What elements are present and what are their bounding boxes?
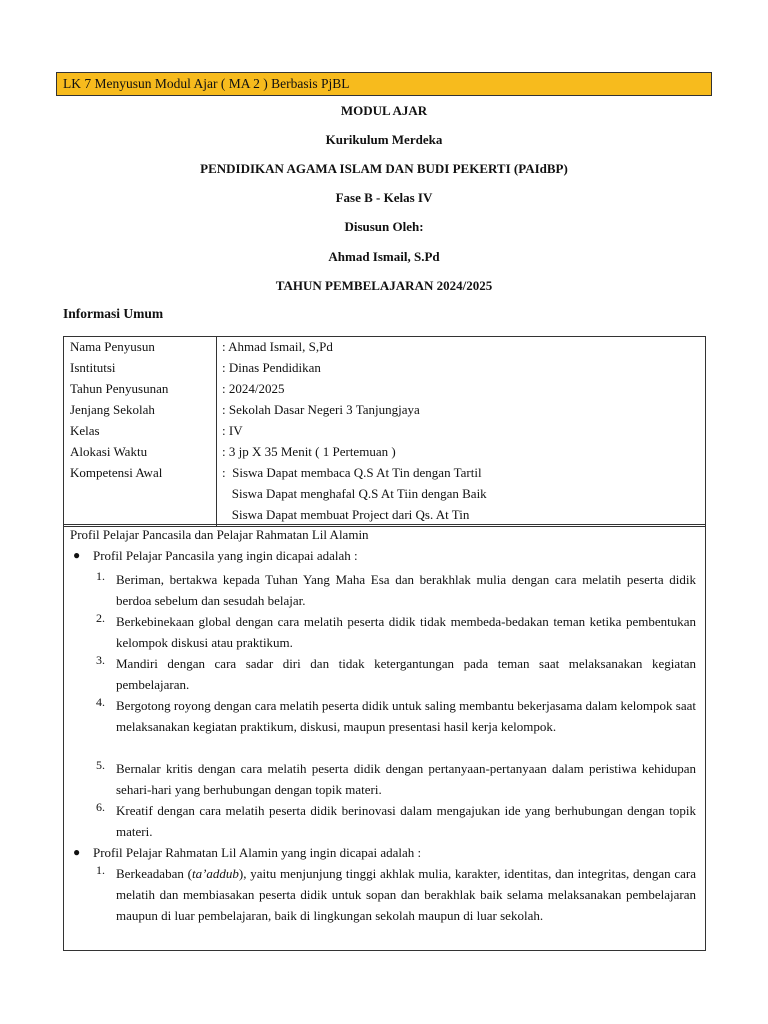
curriculum-name: Kurikulum Merdeka: [325, 132, 443, 147]
author-name: Ahmad Ismail, S.Pd: [328, 249, 440, 264]
info-value: : 2024/2025: [222, 381, 285, 396]
info-values: [217, 337, 706, 527]
list-number: 4.: [96, 695, 105, 709]
info-label: Kompetensi Awal: [70, 465, 163, 480]
list-number: 5.: [96, 758, 105, 772]
student-profile-section: [63, 524, 706, 951]
list-number: 2.: [96, 611, 105, 625]
list-item-text: [116, 863, 696, 926]
info-value: Siswa Dapat menghafal Q.S At Tiin dengan Baik: [222, 486, 487, 501]
info-label: [70, 484, 216, 505]
general-info-heading: Informasi Umum: [63, 306, 164, 321]
worksheet-label-bar: [56, 72, 712, 96]
list-item-text: Mandiri dengan cara sadar diri dan tidak ketergantungan pada teman saat melaksanakan kegiatan pembelajaran.: [116, 656, 696, 692]
info-value: : IV: [222, 423, 243, 438]
info-label: Alokasi Waktu: [70, 444, 148, 459]
info-label: [70, 505, 216, 526]
list-item-text: Beriman, bertakwa kepada Tuhan Yang Maha Esa dan berakhlak mulia dengan cara melatih peserta didik berdoa sebelum dan sesudah belajar.: [116, 572, 696, 608]
academic-year: TAHUN PEMBELAJARAN 2024/2025: [275, 278, 493, 293]
arabic-term: ta’addub: [191, 866, 239, 881]
rahmatan-intro-text: Profil Pelajar Rahmatan Lil Alamin yang ingin dicapai adalah :: [93, 845, 422, 860]
list-item-text: Berkebinekaan global dengan cara melatih peserta didik tidak membeda-bedakan teman ketika pembentukan kelompok diskusi atau praktikum.: [116, 614, 696, 650]
info-label: Nama Penyusun: [70, 339, 155, 354]
info-value: : Dinas Pendidikan: [222, 360, 321, 375]
info-label: Isntitutsi: [70, 360, 116, 375]
profile-section-title: Profil Pelajar Pancasila dan Pelajar Rahmatan Lil Alamin: [70, 527, 369, 542]
list-item-rest: ), yaitu menjunjung tinggi akhlak mulia, karakter, identitas, dan integritas, dengan cara melatih dan membiasakan peserta didik untuk sopan dan berakhlak baik selama melaksanakan pembelajaran maupun di luar pembelajaran, baik di lingkungan sekolah maupun di luar sekolah.: [116, 866, 697, 923]
author-label: Disusun Oleh:: [344, 219, 424, 234]
list-number: 1.: [96, 569, 105, 583]
doc-title: MODUL AJAR: [340, 103, 428, 118]
subject-name: PENDIDIKAN AGAMA ISLAM DAN BUDI PEKERTI (PAIdBP): [200, 161, 568, 176]
list-item-text: Kreatif dengan cara melatih peserta didik berinovasi dalam mengajukan ide yang berhubungan dengan topik materi.: [116, 803, 696, 839]
info-value: : Siswa Dapat membaca Q.S At Tin dengan Tartil: [222, 465, 482, 480]
info-value: : Ahmad Ismail, S,Pd: [222, 339, 333, 354]
info-label: Jenjang Sekolah: [70, 402, 155, 417]
pancasila-intro-text: Profil Pelajar Pancasila yang ingin dicapai adalah :: [93, 548, 358, 563]
list-item-text: Bernalar kritis dengan cara melatih peserta didik dengan pertanyaan-pertanyaan dalam peristiwa kehidupan sehari-hari yang berhubungan dengan topik materi.: [116, 761, 696, 797]
list-number: 1.: [96, 863, 105, 877]
general-info-table: [63, 336, 706, 527]
info-label: Kelas: [70, 423, 100, 438]
bullet-dot-icon: ●: [73, 548, 81, 562]
info-value: Siswa Dapat membuat Project dari Qs. At Tin: [222, 507, 470, 522]
list-number: 3.: [96, 653, 105, 667]
bullet-dot-icon: ●: [73, 845, 81, 859]
list-item-text: Bergotong royong dengan cara melatih peserta didik untuk saling membantu bekerjasama dalam kelompok saat melaksanakan kegiatan praktikum, diskusi, maupun presentasi hasil kerja kelompok.: [116, 698, 696, 734]
info-label: Tahun Penyusunan: [70, 381, 169, 396]
info-value: : 3 jp X 35 Menit ( 1 Pertemuan ): [222, 444, 396, 459]
list-number: 6.: [96, 800, 105, 814]
worksheet-label: LK 7 Menyusun Modul Ajar ( MA 2 ) Berbasis PjBL: [63, 76, 350, 91]
info-value: : Sekolah Dasar Negeri 3 Tanjungjaya: [222, 402, 420, 417]
phase-class: Fase B - Kelas IV: [335, 190, 433, 205]
info-labels: [64, 337, 217, 527]
list-item-lead: Berkeadaban (: [116, 866, 192, 881]
